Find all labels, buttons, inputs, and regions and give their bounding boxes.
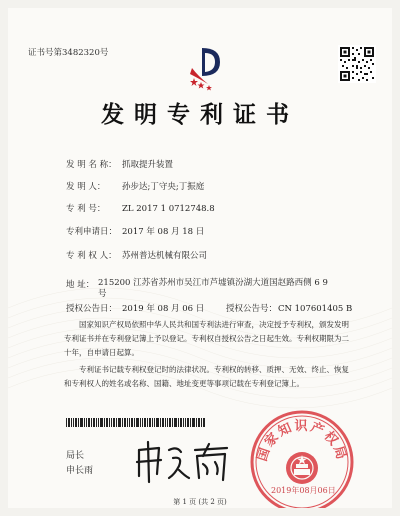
barcode-strip bbox=[66, 418, 206, 427]
field-label: 授权公告日： bbox=[66, 304, 118, 314]
cnipa-logo-icon bbox=[188, 46, 226, 92]
address-value: 215200 江苏省苏州市吴江市芦墟镇汾湖大道国赵路西侧 6 9号 bbox=[98, 278, 328, 299]
field-value: 孙步达;丁守央;丁振庭 bbox=[122, 182, 205, 192]
field-grant-date bbox=[66, 302, 204, 314]
certificate-page bbox=[8, 8, 392, 508]
field-patentee bbox=[66, 249, 207, 261]
field-value: CN 107601405 B bbox=[278, 304, 353, 314]
director-title: 局长 bbox=[66, 451, 85, 461]
field-label: 专利申请日： bbox=[66, 227, 118, 237]
field-value: 2019 年 08 月 06 日 bbox=[122, 304, 205, 314]
field-label: 授权公告号： bbox=[226, 304, 278, 314]
paragraph-legal-status: 专利证书记载专利权登记时的法律状况。专利权的转移、质押、无效、终止、恢复和专利权人的姓名或名称、国籍、地址变更等事项记载在专利登记簿上。 bbox=[64, 365, 349, 388]
seal-date: 2019年08月06日 bbox=[271, 486, 336, 495]
qr-code-icon bbox=[338, 45, 376, 83]
certificate-title: 发明专利证书 bbox=[101, 101, 299, 128]
field-value: 苏州普达机械有限公司 bbox=[122, 251, 208, 261]
field-value: 抓取提升装置 bbox=[122, 160, 174, 170]
paragraph-grant-statement: 国家知识产权局依照中华人民共和国专利法进行审查，决定授予专利权，颁发发明专利证书并在专利登记簿上予以登记。专利权自授权公告之日起生效。专利权期限为二十年，自申请日起算。 bbox=[64, 320, 349, 357]
field-label: 专 利 号： bbox=[66, 204, 106, 214]
field-grant-number bbox=[226, 302, 352, 314]
field-application-date bbox=[66, 225, 204, 237]
field-patent-number bbox=[66, 202, 215, 214]
field-value: 2017 年 08 月 18 日 bbox=[122, 227, 205, 237]
field-label: 专 利 权 人： bbox=[66, 251, 117, 261]
director-signature bbox=[133, 436, 233, 486]
page-number: 第 1 页 (共 2 页) bbox=[173, 498, 227, 506]
certificate-number: 证书号第3482320号 bbox=[28, 48, 109, 58]
field-label: 发 明 名 称： bbox=[66, 160, 117, 170]
field-inventors bbox=[66, 180, 204, 192]
field-label: 发 明 人： bbox=[66, 182, 106, 192]
address-label: 地 址： bbox=[66, 280, 95, 290]
field-value: ZL 2017 1 0712748.8 bbox=[122, 204, 215, 214]
director-name: 申长雨 bbox=[66, 466, 94, 476]
seal-text: 国家知识产权局 bbox=[254, 419, 350, 464]
field-invention-name bbox=[66, 158, 173, 170]
